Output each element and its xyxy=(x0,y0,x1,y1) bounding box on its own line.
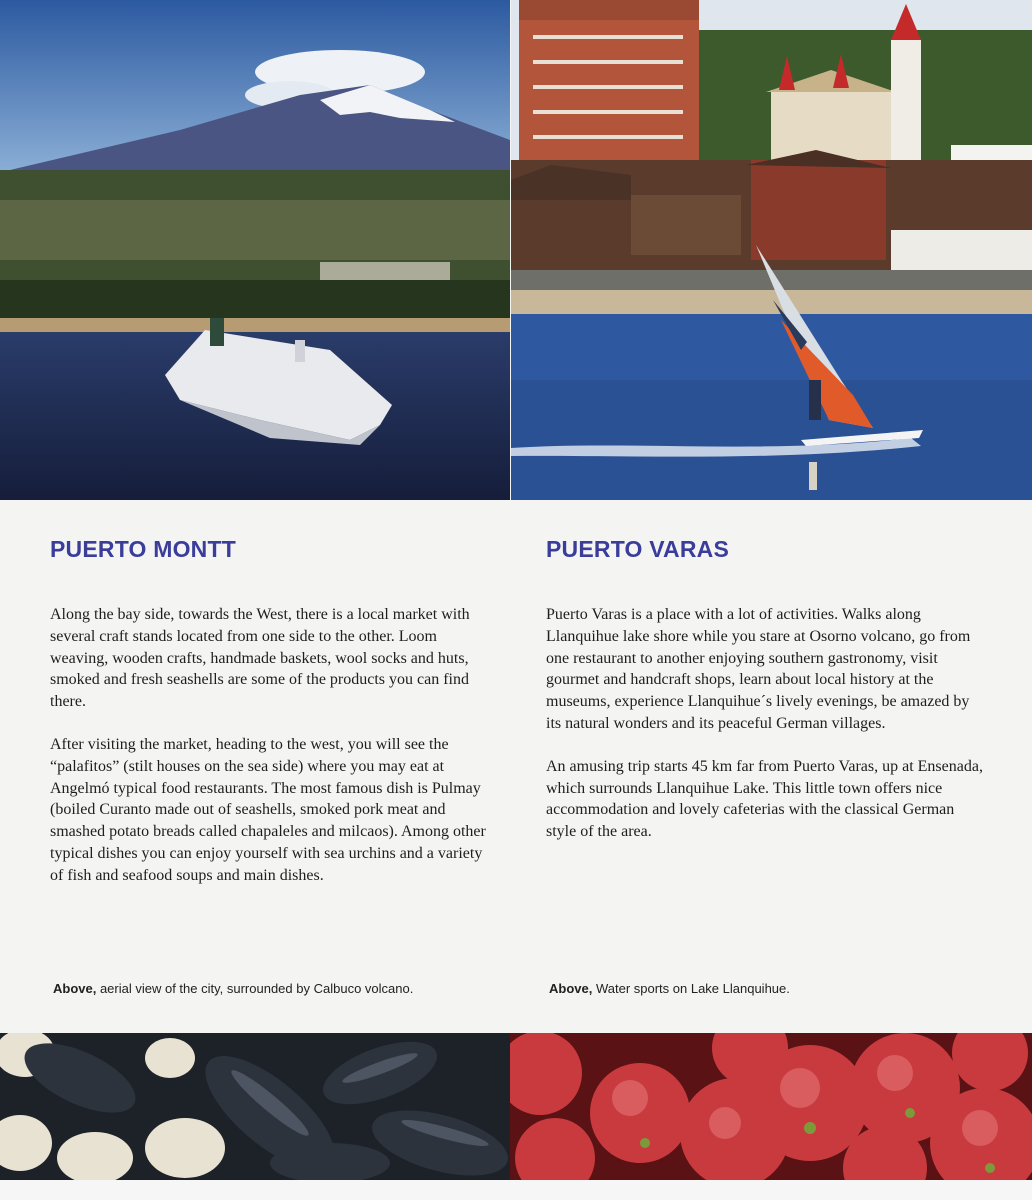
paragraph: Along the bay side, towards the West, there is a local market with several craft stands located from one side to the other. Loom weaving, wooden crafts, handmade baskets, wool socks and huts, smoked and fresh seashells are some of the products you can find there. xyxy=(50,606,470,711)
caption-lead: Above, xyxy=(549,981,593,996)
photo-puerto-varas xyxy=(511,0,1032,500)
paragraph: Puerto Varas is a place with a lot of activities. Walks along Llanquihue lake shore while you stare at Osorno volcano, go from one restaurant to another enjoying southern gastronomy, visit gourmet and handcraft shops, learn about local history at the museums, experience Llanquihue´s lively evenings, be amazed by its natural wonders and its peaceful German villages. xyxy=(546,606,971,732)
caption-text: aerial view of the city, surrounded by Calbuco volcano. xyxy=(96,981,414,996)
photo-mussels xyxy=(0,1033,510,1180)
photo-puerto-montt xyxy=(0,0,510,500)
caption-puerto-varas xyxy=(549,981,790,996)
paragraph: An amusing trip starts 45 km far from Puerto Varas, up at Ensenada, which surrounds Llanquihue Lake. This little town offers nice accommodation and lovely cafeterias with the classical German style of the area. xyxy=(546,757,983,841)
heading-puerto-montt: PUERTO MONTT xyxy=(50,536,236,562)
heading-puerto-varas: PUERTO VARAS xyxy=(546,536,730,562)
caption-text: Water sports on Lake Llanquihue. xyxy=(592,981,790,996)
body-puerto-montt xyxy=(50,604,490,908)
caption-puerto-montt xyxy=(53,981,413,996)
page-bottom-margin xyxy=(0,1180,1032,1200)
body-puerto-varas xyxy=(546,604,986,864)
caption-lead: Above, xyxy=(53,981,97,996)
photo-red-fruit xyxy=(510,1033,1032,1180)
paragraph: After visiting the market, heading to the west, you will see the “palafitos” (stilt houses on the sea side) where you may eat at Angelmó typical food restaurants. The most famous dish is Pulmay (boiled Curanto made out of seashells, smoked pork meat and smashed potato breads called chapaleles and milcaos). Among other typical dishes you can enjoy yourself with sea urchins and a variety of fish and seafood soups and main dishes. xyxy=(50,735,486,884)
